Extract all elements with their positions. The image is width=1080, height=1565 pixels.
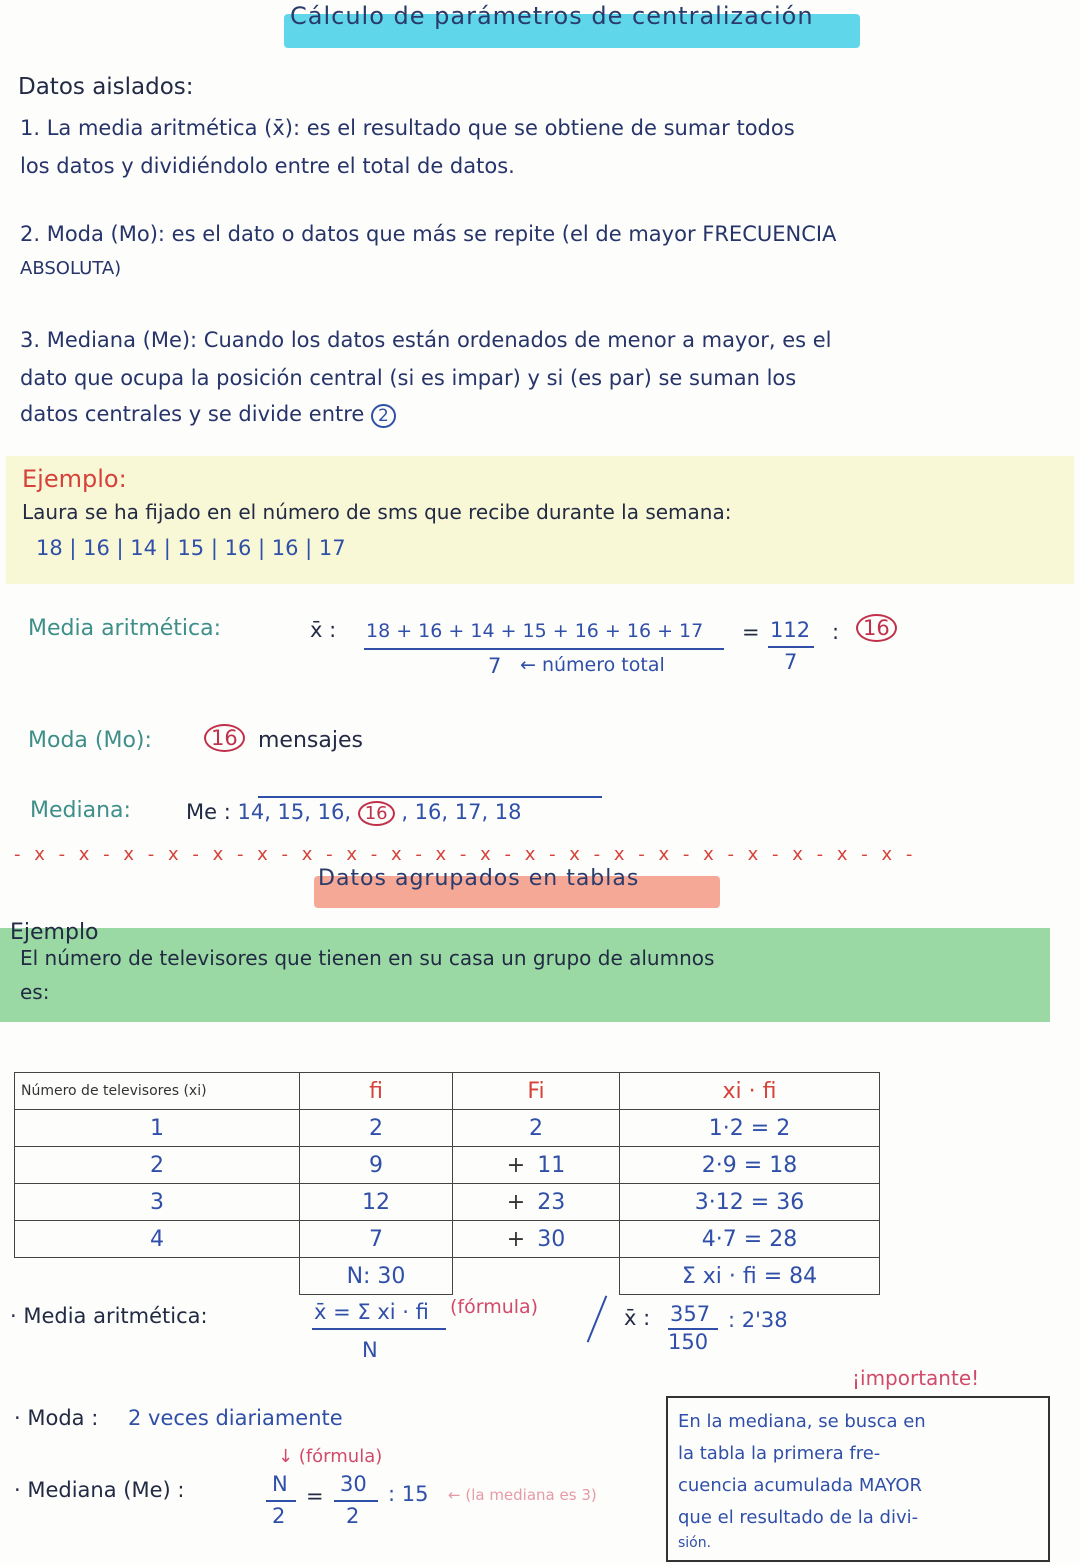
cell-Fi — [453, 1184, 620, 1221]
grouped-median-30: 30 — [340, 1472, 367, 1496]
example1-heading: Ejemplo: — [22, 465, 127, 493]
note-line1: En la mediana, se busca en — [678, 1411, 926, 1432]
median-definition-text: datos centrales y se divide entre — [20, 402, 365, 426]
grouped-median-line1 — [266, 1500, 296, 1502]
header-xifi: xi · fi — [620, 1073, 880, 1110]
grouped-median-label: · Mediana (Me) : — [14, 1478, 185, 1502]
example1-mode-circle: 16 — [204, 724, 245, 752]
mode-definition-line1: 2. Moda (Mo): es el dato o datos que más se repite (el de mayor FRECUENCIA — [20, 222, 837, 246]
grouped-mean-formula-num: x̄ = Σ xi · fi — [314, 1300, 429, 1324]
example1-mean-sum: 112 — [770, 618, 811, 642]
example1-mean-numerator: 18 + 16 + 14 + 15 + 16 + 16 + 17 — [366, 620, 704, 642]
header-Fi: Fi — [453, 1073, 620, 1110]
grouped-median-2a: 2 — [272, 1504, 286, 1528]
example1-median-center: 16 — [358, 801, 395, 826]
grouped-mode-value: 2 veces diariamente — [128, 1406, 343, 1430]
plus-sign: + — [506, 1226, 526, 1252]
example1-mean-denominator: 7 — [488, 654, 502, 678]
example2-statement-line2: es: — [20, 980, 50, 1004]
section-divider: - x - x - x - x - x - x - x - x - x - x - x - x - x - x - x - x - x - x - x - x - — [14, 844, 917, 865]
cell-xifi: 3·12 = 36 — [620, 1184, 880, 1221]
table-total-row — [15, 1258, 880, 1295]
cell-fi: 7 — [300, 1221, 453, 1258]
header-xi: Número de televisores (xi) — [15, 1073, 300, 1110]
mean-definition-line1: 1. La media aritmética (x̄): es el resultado que se obtiene de sumar todos — [20, 116, 795, 140]
grouped-mode-label: · Moda : — [14, 1406, 99, 1430]
cell-xifi: 2·9 = 18 — [620, 1147, 880, 1184]
table-row — [15, 1221, 880, 1258]
important-note-box — [666, 1396, 1050, 1562]
grouped-median-formula-note: ↓ (fórmula) — [278, 1446, 383, 1467]
isolated-heading: Datos aislados: — [18, 74, 194, 100]
example1-median-before: 14, 15, 16, — [237, 800, 352, 824]
cell-xifi: 4·7 = 28 — [620, 1221, 880, 1258]
grouped-median-note: ← (la mediana es 3) — [448, 1486, 597, 1504]
grouped-median-2b: 2 — [346, 1504, 360, 1528]
cell-Fi: 2 — [453, 1110, 620, 1147]
example1-statement: Laura se ha fijado en el número de sms que recibe durante la semana: — [22, 500, 732, 524]
median-definition-line3 — [20, 402, 396, 428]
median-definition-line1: 3. Mediana (Me): Cuando los datos están ordenados de menor a mayor, es el — [20, 328, 832, 352]
note-line3: cuencia acumulada MAYOR — [678, 1475, 923, 1496]
example1-mean-colon: : — [832, 620, 840, 644]
cell-Fi-value: 11 — [537, 1152, 566, 1178]
example1-mean-label: Media aritmética: — [28, 616, 222, 641]
example1-median-label: Mediana: — [30, 798, 131, 823]
mode-definition-line2: ABSOLUTA) — [20, 258, 122, 279]
empty-cell — [15, 1258, 300, 1295]
example1-mean-total: 7 — [784, 650, 798, 674]
cell-Fi — [453, 1147, 620, 1184]
cell-xi: 1 — [15, 1110, 300, 1147]
mean-definition-line2: los datos y dividiéndolo entre el total de datos. — [20, 154, 515, 178]
median-arrow-line — [258, 796, 602, 798]
grouped-mean-calc-symbol: x̄ : — [624, 1306, 651, 1330]
page-title: Cálculo de parámetros de centralización — [290, 2, 814, 30]
grouped-median-equals: = — [306, 1484, 324, 1508]
cell-xifi: 1·2 = 2 — [620, 1110, 880, 1147]
note-line5: sión. — [678, 1535, 712, 1551]
example1-mean-result-circle: 16 — [856, 614, 897, 642]
grouped-heading: Datos agrupados en tablas — [318, 866, 640, 891]
cell-fi: 2 — [300, 1110, 453, 1147]
example1-values: 18 | 16 | 14 | 15 | 16 | 16 | 17 — [36, 536, 346, 560]
grouped-median-line2 — [334, 1500, 378, 1502]
grouped-mean-formula-line — [312, 1328, 446, 1330]
cell-xi: 4 — [15, 1221, 300, 1258]
example1-mean-symbol: x̄ : — [310, 618, 337, 642]
header-fi: fi — [300, 1073, 453, 1110]
table-row — [15, 1147, 880, 1184]
median-definition-line2: dato que ocupa la posición central (si es impar) y si (es par) se suman los — [20, 366, 797, 390]
cell-xi: 2 — [15, 1147, 300, 1184]
table-row — [15, 1184, 880, 1221]
grouped-median-result: : 15 — [388, 1482, 429, 1506]
example1-median-row — [186, 800, 522, 826]
example1-mean-note: ← número total — [520, 654, 665, 676]
cell-xi: 3 — [15, 1184, 300, 1221]
cell-Fi-value: 23 — [537, 1189, 566, 1215]
cell-sum-total: Σ xi · fi = 84 — [620, 1258, 880, 1295]
example1-median-symbol: Me : — [186, 800, 231, 824]
cell-n-total: N: 30 — [300, 1258, 453, 1295]
empty-cell — [453, 1258, 620, 1295]
example1-mode-result — [204, 724, 245, 752]
table-header-row — [15, 1073, 880, 1110]
cell-Fi — [453, 1221, 620, 1258]
example1-mean-sum-line — [768, 646, 814, 648]
table-row — [15, 1110, 880, 1147]
grouped-mean-calc-den: 150 — [668, 1330, 709, 1354]
example1-median-after: , 16, 17, 18 — [401, 800, 522, 824]
grouped-mean-formula-den: N — [362, 1338, 378, 1362]
example2-heading: Ejemplo — [10, 920, 99, 945]
frequency-table — [14, 1072, 880, 1295]
example1-mode-unit: mensajes — [258, 728, 363, 753]
grouped-mean-calc-result: : 2'38 — [728, 1308, 788, 1332]
grouped-mean-formula-note: (fórmula) — [450, 1296, 539, 1318]
cell-Fi-value: 30 — [537, 1226, 566, 1252]
plus-sign: + — [506, 1152, 526, 1178]
important-label: ¡importante! — [852, 1366, 980, 1390]
example1-mode-label: Moda (Mo): — [28, 728, 152, 753]
plus-sign: + — [506, 1189, 526, 1215]
cell-fi: 12 — [300, 1184, 453, 1221]
example1-mean-fraction-line — [364, 648, 724, 650]
slash-divider — [587, 1295, 608, 1342]
grouped-mean-calc-num: 357 — [670, 1302, 711, 1326]
note-line2: la tabla la primera fre- — [678, 1443, 881, 1464]
grouped-mean-label: · Media aritmética: — [10, 1304, 208, 1328]
example1-mean-equals: = — [742, 620, 760, 644]
median-divisor-circle: 2 — [371, 404, 396, 428]
grouped-median-n: N — [272, 1472, 288, 1496]
note-line4: que el resultado de la divi- — [678, 1507, 919, 1528]
example1-mean-result — [856, 614, 897, 642]
cell-fi: 9 — [300, 1147, 453, 1184]
example2-statement-line1: El número de televisores que tienen en su casa un grupo de alumnos — [20, 946, 715, 970]
example2-band — [0, 928, 1050, 1022]
